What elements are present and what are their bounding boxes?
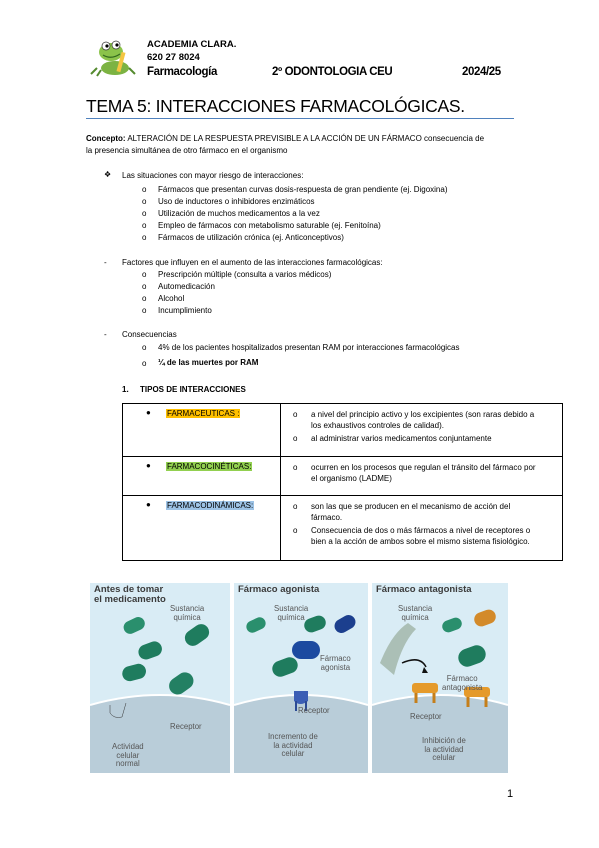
course-label: 2º ODONTOLOGIA CEU [272,66,393,78]
circle-bullet-icon: o [293,463,298,472]
effect-label: Inhibición de la actividad celular [422,736,466,763]
circle-bullet-icon: o [142,306,147,315]
circle-bullet-icon: o [142,282,147,291]
table-cell [281,496,563,561]
page-title: TEMA 5: INTERACCIONES FARMACOLÓGICAS. [86,96,465,116]
type-desc-line: ocurren en los procesos que regulan el tránsito del fármaco por [311,463,536,472]
situaciones-heading: Las situaciones con mayor riesgo de interacciones: [122,171,304,180]
tipos-number: 1. [122,385,129,394]
circle-bullet-icon: o [142,185,147,194]
list-item: Fármacos que presentan curvas dosis-respuesta de gran pendiente (ej. Digoxina) [158,185,448,194]
panel-illustration [90,583,230,773]
list-item: 4% de los pacientes hospitalizados presentan RAM por interacciones farmacológicas [158,343,460,352]
concepto-text-2: la presencia simultánea de otro fármaco en el organismo [86,145,288,155]
list-item: Fármacos de utilización crónica (ej. Anticonceptivos) [158,233,344,242]
receptor-label: Receptor [298,706,330,715]
type-desc-line: Consecuencia de dos o más fármacos a nivel de receptores o [311,526,531,535]
tipos-heading: TIPOS DE INTERACCIONES [140,385,246,394]
title-rule [86,118,514,119]
type-name-farmaceuticas: FARMACEUTICAS : [167,409,240,418]
dash-bullet-icon: - [104,258,107,267]
table-cell [123,404,281,457]
page-number: 1 [507,788,514,800]
circle-bullet-icon: o [142,209,147,218]
subject-label: Farmacología [147,66,217,78]
type-name-farmacodinamicas: FARMACODINÁMICAS: [167,501,254,510]
panel-title: Fármaco antagonista [376,584,472,595]
list-item: Prescripción múltiple (consulta a varios médicos) [158,270,332,279]
consecuencias-heading: Consecuencias [122,330,177,339]
interactions-table [122,403,563,561]
type-name-farmacocineticas: FARMACOCINÉTICAS: [167,462,252,471]
table-cell [281,457,563,496]
list-item: Alcohol [158,294,185,303]
list-item: ¼ de las muertes por RAM [158,358,259,367]
circle-bullet-icon: o [142,233,147,242]
substance-label: Sustancia química [170,604,205,622]
circle-bullet-icon: o [293,434,298,443]
type-desc-line: bien a la acción de ambos sobre el mismo sistema fisiológico. [311,537,530,546]
figure-panel-antagonist [372,583,508,773]
substance-label: Sustancia química [398,604,433,622]
effect-label: Actividad celular normal [112,742,144,769]
concepto-paragraph [86,133,526,156]
year-label: 2024/25 [462,66,501,78]
list-item: Empleo de fármacos con metabolismo saturable (ej. Fenitoína) [158,221,381,230]
circle-bullet-icon: ● [146,408,151,417]
table-row [123,457,563,496]
circle-bullet-icon: o [142,359,147,368]
academy-phone: 620 27 8024 [147,52,200,63]
circle-bullet-icon: o [293,502,298,511]
circle-bullet-icon: o [142,197,147,206]
table-row [123,404,563,457]
table-cell [123,496,281,561]
circle-bullet-icon: o [293,410,298,419]
circle-bullet-icon: o [293,526,298,535]
type-desc-line: al administrar varios medicamentos conjuntamente [311,434,492,443]
type-desc-line: son las que se producen en el mecanismo de acción del [311,502,511,511]
list-item: Utilización de muchos medicamentos a la vez [158,209,320,218]
figure-panel-before [90,583,230,773]
circle-bullet-icon: o [142,270,147,279]
concepto-label: Concepto: [86,134,126,143]
circle-bullet-icon: o [142,294,147,303]
academy-name: ACADEMIA CLARA. [147,39,237,50]
figure-panel-agonist [234,583,368,773]
type-desc-line: fármaco. [311,513,343,522]
type-desc-line: a nivel del principio activo y los excipientes (son raras debido a [311,410,535,419]
panel-title: Fármaco agonista [238,584,320,595]
panel-title: Antes de tomar el medicamento [94,584,166,605]
circle-bullet-icon: ● [146,461,151,470]
drug-label: Fármaco antagonista [442,674,483,692]
table-cell [281,404,563,457]
diamond-bullet-icon: ❖ [104,170,112,179]
list-item: Uso de inductores o inhibidores enzimáticos [158,197,315,206]
circle-bullet-icon: o [142,343,147,352]
effect-label: Incremento de la actividad celular [268,732,318,759]
list-item: Incumplimiento [158,306,212,315]
table-cell [123,457,281,496]
receptor-label: Receptor [170,722,202,731]
type-desc-line: el organismo (LADME) [311,474,392,483]
list-item: Automedicación [158,282,215,291]
academy-logo [89,38,137,78]
table-row [123,496,563,561]
concepto-text: ALTERACIÓN DE LA RESPUESTA PREVISIBLE A LA ACCIÓN DE UN FÁRMACO consecuencia de [125,134,485,143]
dash-bullet-icon: - [104,330,107,339]
substance-label: Sustancia química [274,604,309,622]
type-desc-line: los exhaustivos controles de calidad). [311,421,444,430]
circle-bullet-icon: o [142,221,147,230]
circle-bullet-icon: ● [146,500,151,509]
factores-heading: Factores que influyen en el aumento de las interacciones farmacológicas: [122,258,383,267]
receptor-label: Receptor [410,712,442,721]
drug-label: Fármaco agonista [320,654,351,672]
